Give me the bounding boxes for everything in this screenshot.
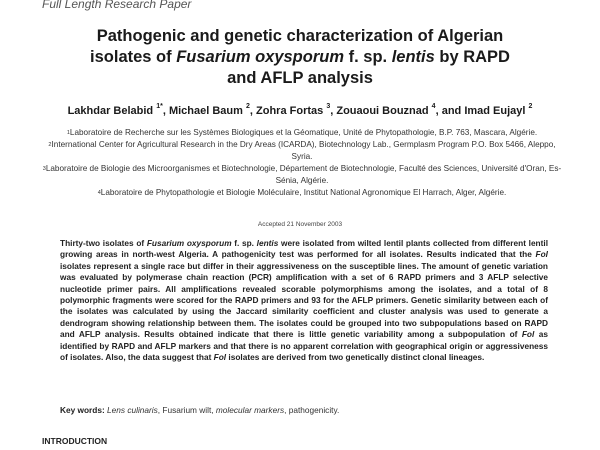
affil-marker: 1 xyxy=(66,130,70,136)
abstract-text: isolates are derived from two genetically distinct clonal lineages. xyxy=(226,352,485,363)
abstract xyxy=(60,238,548,363)
affiliation xyxy=(40,163,564,187)
abstract-text: isolates represent a single race but differ in their aggressiveness on the susceptible lines. The amount of genetic variation was evaluated by polymerase chain reaction (PCR) amplification with a set of 6 RAPD primers and 3 AFLP selective nucleotide primer pairs. All amplifications revealed scorable polymorphisms among the isolates, and a total of 8 polymorphic fragments were scored for the RAPD primers and 93 for the AFLP primers. Genetic similarity between each of the isolates was calculated by using the Jaccard similarity coefficient and cluster analysis was used to generate a dendrogram showing relationship between them. The isolates could be grouped into two subpopulations based on RAPD and AFLP analysis. Results obtained indicate that there is little genetic variability among a subpopulation of xyxy=(60,260,548,340)
title-text: isolates of xyxy=(90,48,177,66)
abstract-text: Thirty-two isolates of xyxy=(60,238,147,248)
title-forma: lentis xyxy=(391,48,435,66)
keyword: , Fusarium wilt, xyxy=(157,405,216,415)
affil-marker: 3 xyxy=(42,166,46,172)
author-affil-marker: 3 xyxy=(326,103,331,110)
abstract-forma: lentis xyxy=(256,238,279,248)
author-name: Lakhdar Belabid xyxy=(67,105,154,117)
abstract-abbrev: Fol xyxy=(213,352,227,363)
title-species: Fusarium oxysporum xyxy=(176,48,345,66)
keyword: , pathogenicity. xyxy=(284,405,340,415)
abstract-text: f. sp. xyxy=(231,238,257,248)
abstract-abbrev: Fol xyxy=(521,329,535,340)
author-name: Zouaoui Bouznad xyxy=(336,105,429,117)
journal-label: Full Length Research Paper xyxy=(42,0,192,11)
author-affil-marker: 2 xyxy=(528,103,533,110)
abstract-text: were isolated from wilted lentil plants collected from different lentil growing areas in north-west Algeria. A pathogenicity test was performed for all isolates. Results indicated that the xyxy=(60,238,548,260)
author-conjunction: and xyxy=(441,105,465,117)
affil-text: Laboratoire de Recherche sur les Systèmes Biologiques et la Géomatique, Unité de Phytopathologie, B.P. 763, Mascara, Algérie. xyxy=(69,128,538,137)
affil-marker: 2 xyxy=(48,142,52,148)
title-line-1: Pathogenic and genetic characterization of Algerian xyxy=(96,27,504,45)
accepted-date: Accepted 21 November 2003 xyxy=(257,221,343,228)
affil-text: Laboratoire de Phytopathologie et Biologie Moléculaire, Institut National Agronomique El Harrach, Alger, Algérie. xyxy=(100,188,507,197)
title-line-3: and AFLP analysis xyxy=(227,69,373,87)
title-line-2 xyxy=(30,47,570,68)
abstract-species: Fusarium oxysporum xyxy=(146,238,232,248)
abstract-text: as identified by RAPD and AFLP markers and that there is no apparent correlation with geographical origin or aggressiveness of isolates. Also, the data suggest that xyxy=(60,329,548,363)
author-name: Imad Eujayl xyxy=(464,105,526,117)
title-text: by RAPD xyxy=(434,48,510,66)
keywords-label: Key words: xyxy=(60,405,105,415)
author-affil-marker: 1* xyxy=(156,103,163,110)
author-name: Michael Baum xyxy=(168,105,243,117)
author-name: Zohra Fortas xyxy=(256,105,324,117)
author-affil-marker: 2 xyxy=(245,103,250,110)
affil-marker: 4 xyxy=(97,190,101,196)
author xyxy=(169,105,250,117)
affiliation xyxy=(40,127,564,139)
paper-title xyxy=(30,26,570,89)
author xyxy=(442,105,533,117)
affiliations xyxy=(40,127,564,199)
affil-text: Laboratoire de Biologie des Microorganismes et Biotechnologie, Département de Biotechnologie, Faculté des Sciences, Université d'Oran, Es-Sénia, Algérie. xyxy=(45,164,562,185)
author xyxy=(256,105,330,117)
author-affil-marker: 4 xyxy=(431,103,436,110)
title-text: f. sp. xyxy=(344,48,392,66)
keyword: molecular markers xyxy=(215,405,285,415)
keyword: Lens culinaris xyxy=(107,405,158,415)
affiliation xyxy=(40,187,564,199)
abstract-abbrev: Fol xyxy=(535,249,548,260)
author xyxy=(336,105,435,117)
author xyxy=(68,105,163,117)
keywords xyxy=(60,405,548,415)
affil-text: International Center for Agricultural Research in the Dry Areas (ICARDA), Biotechnology Lab., Germplasm Program P.O. Box 5466, Aleppo, Syria. xyxy=(51,140,556,161)
section-heading-introduction: INTRODUCTION xyxy=(42,436,108,446)
affiliation xyxy=(40,139,564,163)
author-list: Lakhdar Belabid $^{1*}$, Michael Baum $^2$, Zohra Fortas $^3$, Zouaoui Bouznad $^4$, and Imad Eujayl $^2$ xyxy=(67,103,533,117)
